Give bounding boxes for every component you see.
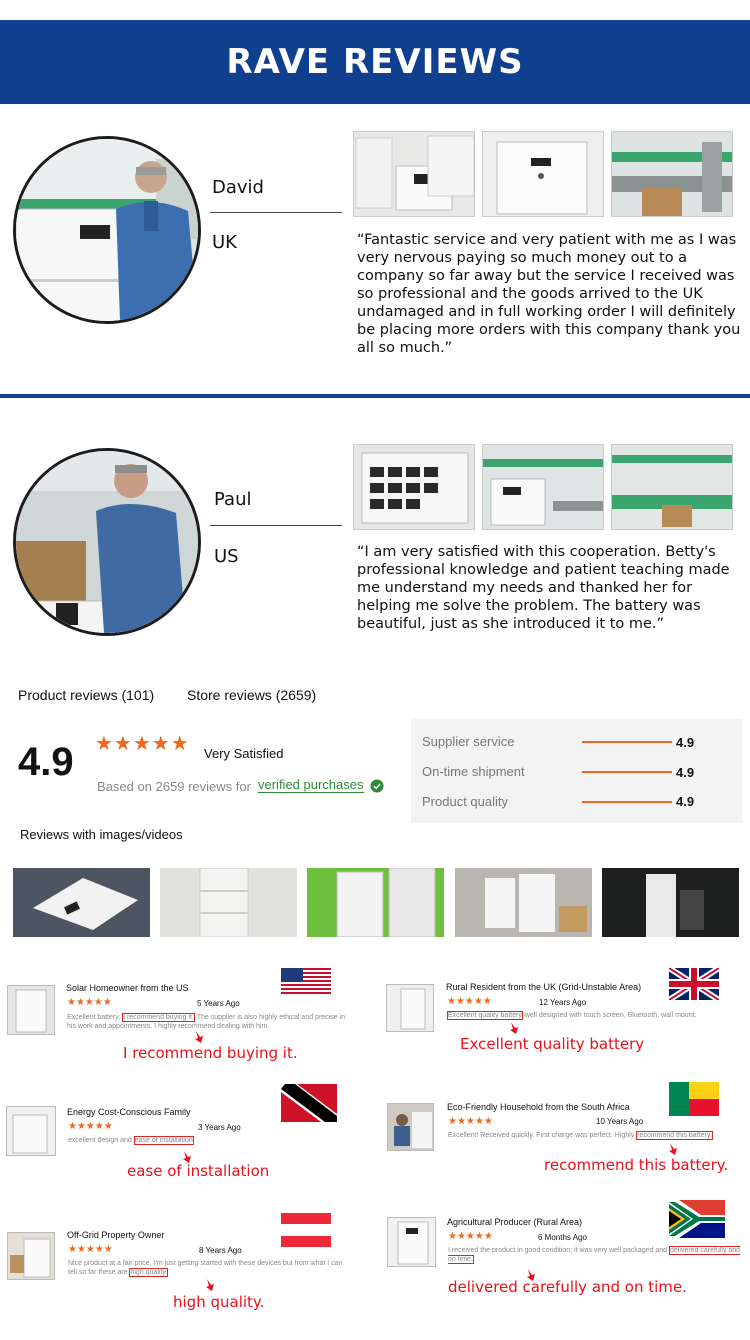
review-stars: ★★★★★ — [68, 1244, 113, 1255]
review-thumbnail[interactable] — [6, 1106, 56, 1156]
review-media-thumb[interactable] — [307, 868, 444, 937]
rating-stars: ★★★★★ — [95, 733, 190, 755]
highlight-caption: ease of installation — [127, 1162, 270, 1180]
review-stars: ★★★★★ — [67, 997, 112, 1008]
review-highlight: recommend this battery. — [637, 1132, 712, 1139]
review-thumbnail[interactable] — [386, 984, 434, 1032]
metric-value: 4.9 — [676, 794, 695, 809]
tab-store-reviews[interactable]: Store reviews (2659) — [187, 687, 317, 703]
metric-label: Supplier service — [422, 734, 515, 749]
customer-country: US — [214, 546, 239, 567]
review-stars: ★★★★★ — [68, 1121, 113, 1132]
review-text: Excellent! Received quickly. First charge was perfect. Highly recommend this battery. — [448, 1132, 712, 1139]
customer-avatar — [13, 136, 201, 324]
verified-purchases-link[interactable]: verified purchases — [258, 777, 364, 792]
metric-bar — [582, 801, 672, 803]
highlight-caption: I recommend buying it. — [123, 1044, 298, 1062]
south-africa-flag — [669, 1200, 725, 1238]
review-stars: ★★★★★ — [448, 1116, 493, 1127]
review-media-thumb[interactable] — [602, 868, 739, 937]
review-text: Nice product at a fair price, I'm just getting started with these devices but from what I can tell so far these are high quality. — [68, 1260, 343, 1276]
reviewer-title: Off-Grid Property Owner — [67, 1230, 165, 1240]
review-highlight: Excellent quality battery — [448, 1012, 522, 1019]
name-divider — [210, 212, 342, 213]
review-thumbnail[interactable] — [387, 1217, 436, 1267]
review-text: excellent design and ease of installation — [68, 1137, 193, 1144]
review-thumbnail[interactable] — [387, 1103, 434, 1151]
metric-bar — [582, 771, 672, 773]
rating-label: Very Satisfied — [204, 746, 284, 761]
review-date: 12 Years Ago — [539, 998, 587, 1007]
product-photo — [611, 444, 733, 530]
name-divider — [210, 525, 342, 526]
customer-name: Paul — [214, 489, 252, 510]
product-photo — [482, 131, 604, 217]
review-thumbnail[interactable] — [7, 985, 55, 1035]
highlight-caption: delivered carefully and on time. — [448, 1278, 687, 1296]
review-thumbnail[interactable] — [7, 1232, 55, 1280]
austria-flag — [281, 1213, 331, 1247]
review-highlight: delivered carefully and on time. — [448, 1247, 741, 1263]
testimonial-quote: “Fantastic service and very patient with me as I was very nervous paying so much money out to a company so far away but the service I received was so professional and the goods arrived to the UK undamaged and in full working order I will definitely be placing more orders with this company thank you all so much.” — [357, 232, 741, 356]
based-on-text: Based on 2659 reviews for — [97, 779, 251, 794]
verified-check-icon — [370, 779, 384, 793]
header-banner — [0, 20, 750, 104]
review-highlight: ease of installation — [134, 1137, 193, 1144]
product-photo — [353, 444, 475, 530]
reviewer-title: Solar Homeowner from the US — [66, 983, 189, 993]
media-heading: Reviews with images/videos — [20, 827, 183, 842]
review-date: 6 Months Ago — [538, 1233, 587, 1242]
review-highlight: I recommend buying it. — [123, 1014, 194, 1021]
trinidad-flag — [281, 1084, 337, 1122]
review-text: I received the product in good condition; it was very well packaged and delivered carefully and on time. — [448, 1247, 741, 1263]
review-date: 5 Years Ago — [197, 999, 240, 1008]
reviewer-title: Agricultural Producer (Rural Area) — [447, 1217, 583, 1227]
customer-country: UK — [212, 232, 237, 253]
reviewer-title: Eco-Friendly Household from the South Africa — [447, 1102, 630, 1112]
review-media-thumb[interactable] — [455, 868, 592, 937]
review-text: Excellent quality battery well designed with touch screen, Bluetooth, wall mount. — [448, 1012, 697, 1019]
metric-label: Product quality — [422, 794, 508, 809]
section-divider — [0, 394, 750, 398]
highlight-caption: Excellent quality battery — [460, 1035, 645, 1053]
review-media-thumb[interactable] — [160, 868, 297, 937]
review-highlight: high quality. — [130, 1269, 168, 1276]
uk-flag — [669, 968, 719, 1000]
product-photo — [482, 444, 604, 530]
banner-title: RAVE REVIEWS — [226, 42, 524, 82]
review-stars: ★★★★★ — [447, 996, 492, 1007]
highlight-caption: high quality. — [173, 1293, 265, 1311]
reviewer-title: Rural Resident from the UK (Grid-Unstable Area) — [446, 982, 642, 992]
benin-flag — [669, 1082, 719, 1116]
review-media-thumb[interactable] — [13, 868, 150, 937]
product-photo — [353, 131, 475, 217]
highlight-caption: recommend this battery. — [544, 1156, 729, 1174]
testimonial-quote: “I am very satisfied with this cooperation. Betty's professional knowledge and patient teaching made me understand my needs and thanked her for helping me solve the problem. The battery was beautiful, just as she introduced it to me.” — [357, 544, 730, 632]
overall-score: 4.9 — [18, 740, 74, 784]
review-date: 8 Years Ago — [199, 1246, 242, 1255]
review-stars: ★★★★★ — [448, 1231, 493, 1242]
metric-value: 4.9 — [676, 765, 695, 780]
metric-bar — [582, 741, 672, 743]
product-photo — [611, 131, 733, 217]
metric-label: On-time shipment — [422, 764, 525, 779]
review-date: 3 Years Ago — [198, 1123, 241, 1132]
us-flag — [281, 968, 331, 994]
metric-value: 4.9 — [676, 735, 695, 750]
tab-product-reviews[interactable]: Product reviews (101) — [18, 687, 155, 703]
customer-name: David — [212, 177, 264, 198]
review-text: Excellent battery, I recommend buying it. The supplier is also highly ethical and precise in his work and appointments. I highly recommend dealing with him. — [67, 1014, 346, 1030]
review-date: 10 Years Ago — [596, 1117, 644, 1126]
customer-avatar — [13, 448, 201, 636]
reviewer-title: Energy Cost-Conscious Family — [67, 1107, 191, 1117]
